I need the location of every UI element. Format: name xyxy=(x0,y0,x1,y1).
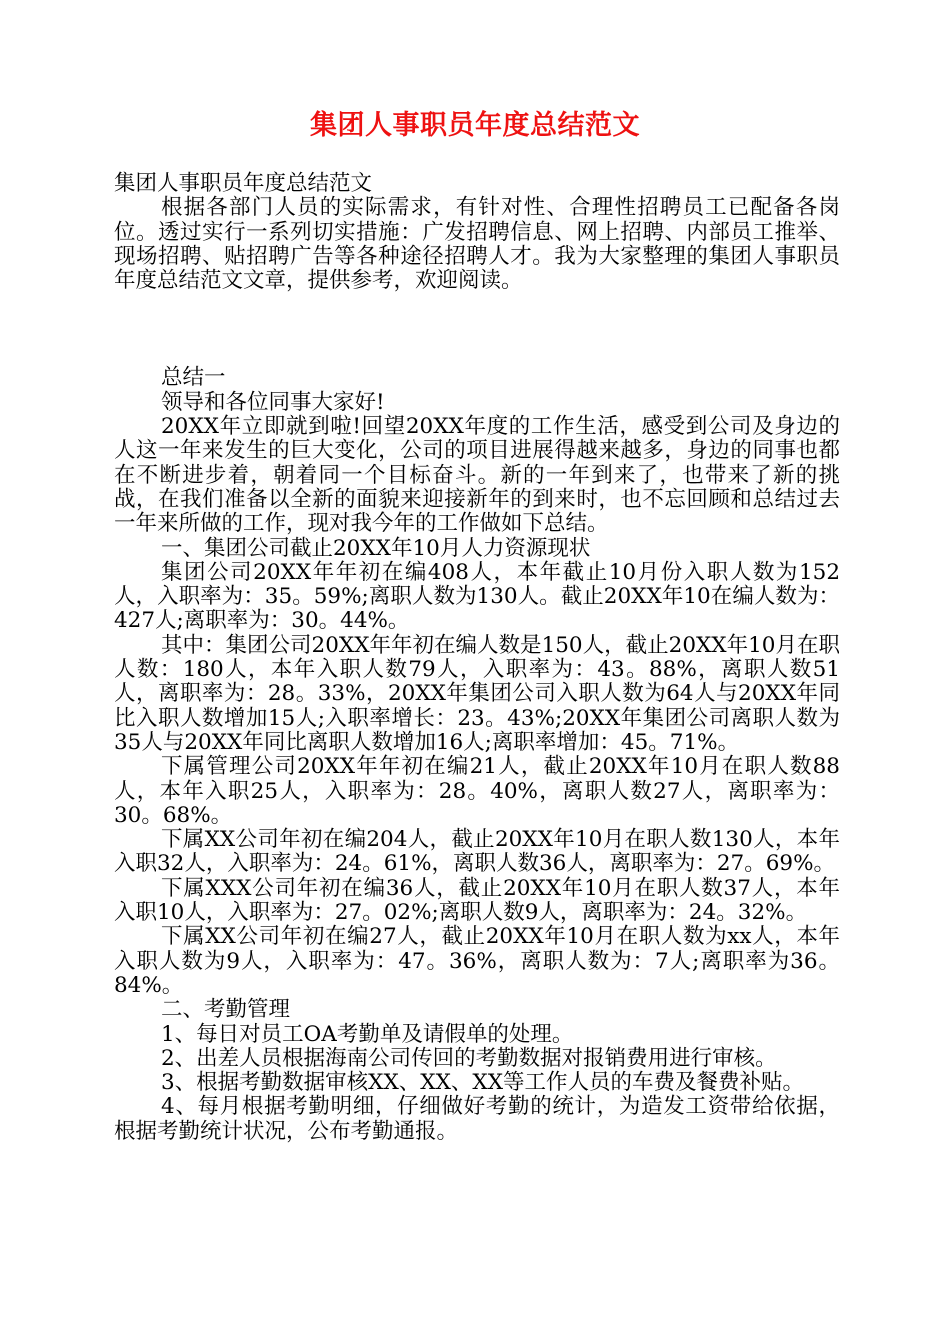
paragraph: 下属管理公司20XX年年初在编21人，截止20XX年10月在职人数88人，本年入职25人，入职率为：28。40%，离职人数27人，离职率为：30。68%。 xyxy=(114,754,840,828)
list-item: 1、每日对员工OA考勤单及请假单的处理。 xyxy=(161,1021,574,1047)
section-heading: 二、考勤管理 xyxy=(161,997,291,1023)
list-item: 3、根据考勤数据审核XX、XX、XX等工作人员的车费及餐费补贴。 xyxy=(161,1070,805,1096)
document-subtitle: 集团人事职员年度总结范文 xyxy=(114,171,373,196)
paragraph: 20XX年立即就到啦!回望20XX年度的工作生活，感受到公司及身边的人这一年来发生的巨大变化，公司的项目进展得越来越多，身边的同事也都在不断进步着，朝着同一个目标奋斗。新的一年到来了，也带来了新的挑战，在我们准备以全新的面貌来迎接新年的到来时，也不忘回顾和总结过去一年来所做的工作，现对我今年的工作做如下总结。 xyxy=(114,414,840,537)
paragraph: 集团公司20XX年年初在编408人，本年截止10月份入职人数为152人，入职率为：35。59%;离职人数为130人。截止20XX年10在编人数为：427人;离职率为：30。44%。 xyxy=(114,559,840,634)
document-title: 集团人事职员年度总结范文 xyxy=(310,110,640,141)
section-gap xyxy=(114,293,840,366)
paragraph: 下属XX公司年初在编27人，截止20XX年10月在职人数为xx人，本年入职人数为9人，入职率为：47。36%，离职人数为：7人;离职率为36。84%。 xyxy=(114,924,840,998)
section-heading: 一、集团公司截止20XX年10月人力资源现状 xyxy=(161,535,591,561)
greeting-line: 领导和各位同事大家好! xyxy=(161,389,385,415)
list-item: 4、每月根据考勤明细，仔细做好考勤的统计，为造发工资带给依据，根据考勤统计状况，公布考勤通报。 xyxy=(114,1094,840,1144)
intro-paragraph: 根据各部门人员的实际需求，有针对性、合理性招聘员工已配备各岗位。透过实行一系列切实措施：广发招聘信息、网上招聘、内部员工推举、现场招聘、贴招聘广告等各种途径招聘人才。我为大家整理的集团人事职员年度总结范文文章，提供参考，欢迎阅读。 xyxy=(114,195,840,294)
paragraph: 下属XXX公司年初在编36人，截止20XX年10月在职人数37人，本年入职10人，入职率为：27。02%;离职人数9人，离职率为：24。32%。 xyxy=(114,875,840,926)
document-body xyxy=(114,172,840,1144)
paragraph: 下属XX公司年初在编204人，截止20XX年10月在职人数130人，本年入职32人，入职率为：24。61%，离职人数36人，离职率为：27。69%。 xyxy=(114,827,840,877)
list-item: 2、出差人员根据海南公司传回的考勤数据对报销费用进行审核。 xyxy=(161,1045,777,1071)
paragraph: 其中：集团公司20XX年年初在编人数是150人，截止20XX年10月在职人数：180人，本年入职人数79人，入职率为：43。88%，离职人数51人，离职率为：28。33%，20XX年集团公司入职人数为64人与20XX年同比入职人数增加15人;入职率增长：23。43%;20XX年集团公司离职人数为35人与20XX年同比离职人数增加16人;离职率增加：45。71%。 xyxy=(114,632,840,755)
section-heading: 总结一 xyxy=(161,365,226,391)
